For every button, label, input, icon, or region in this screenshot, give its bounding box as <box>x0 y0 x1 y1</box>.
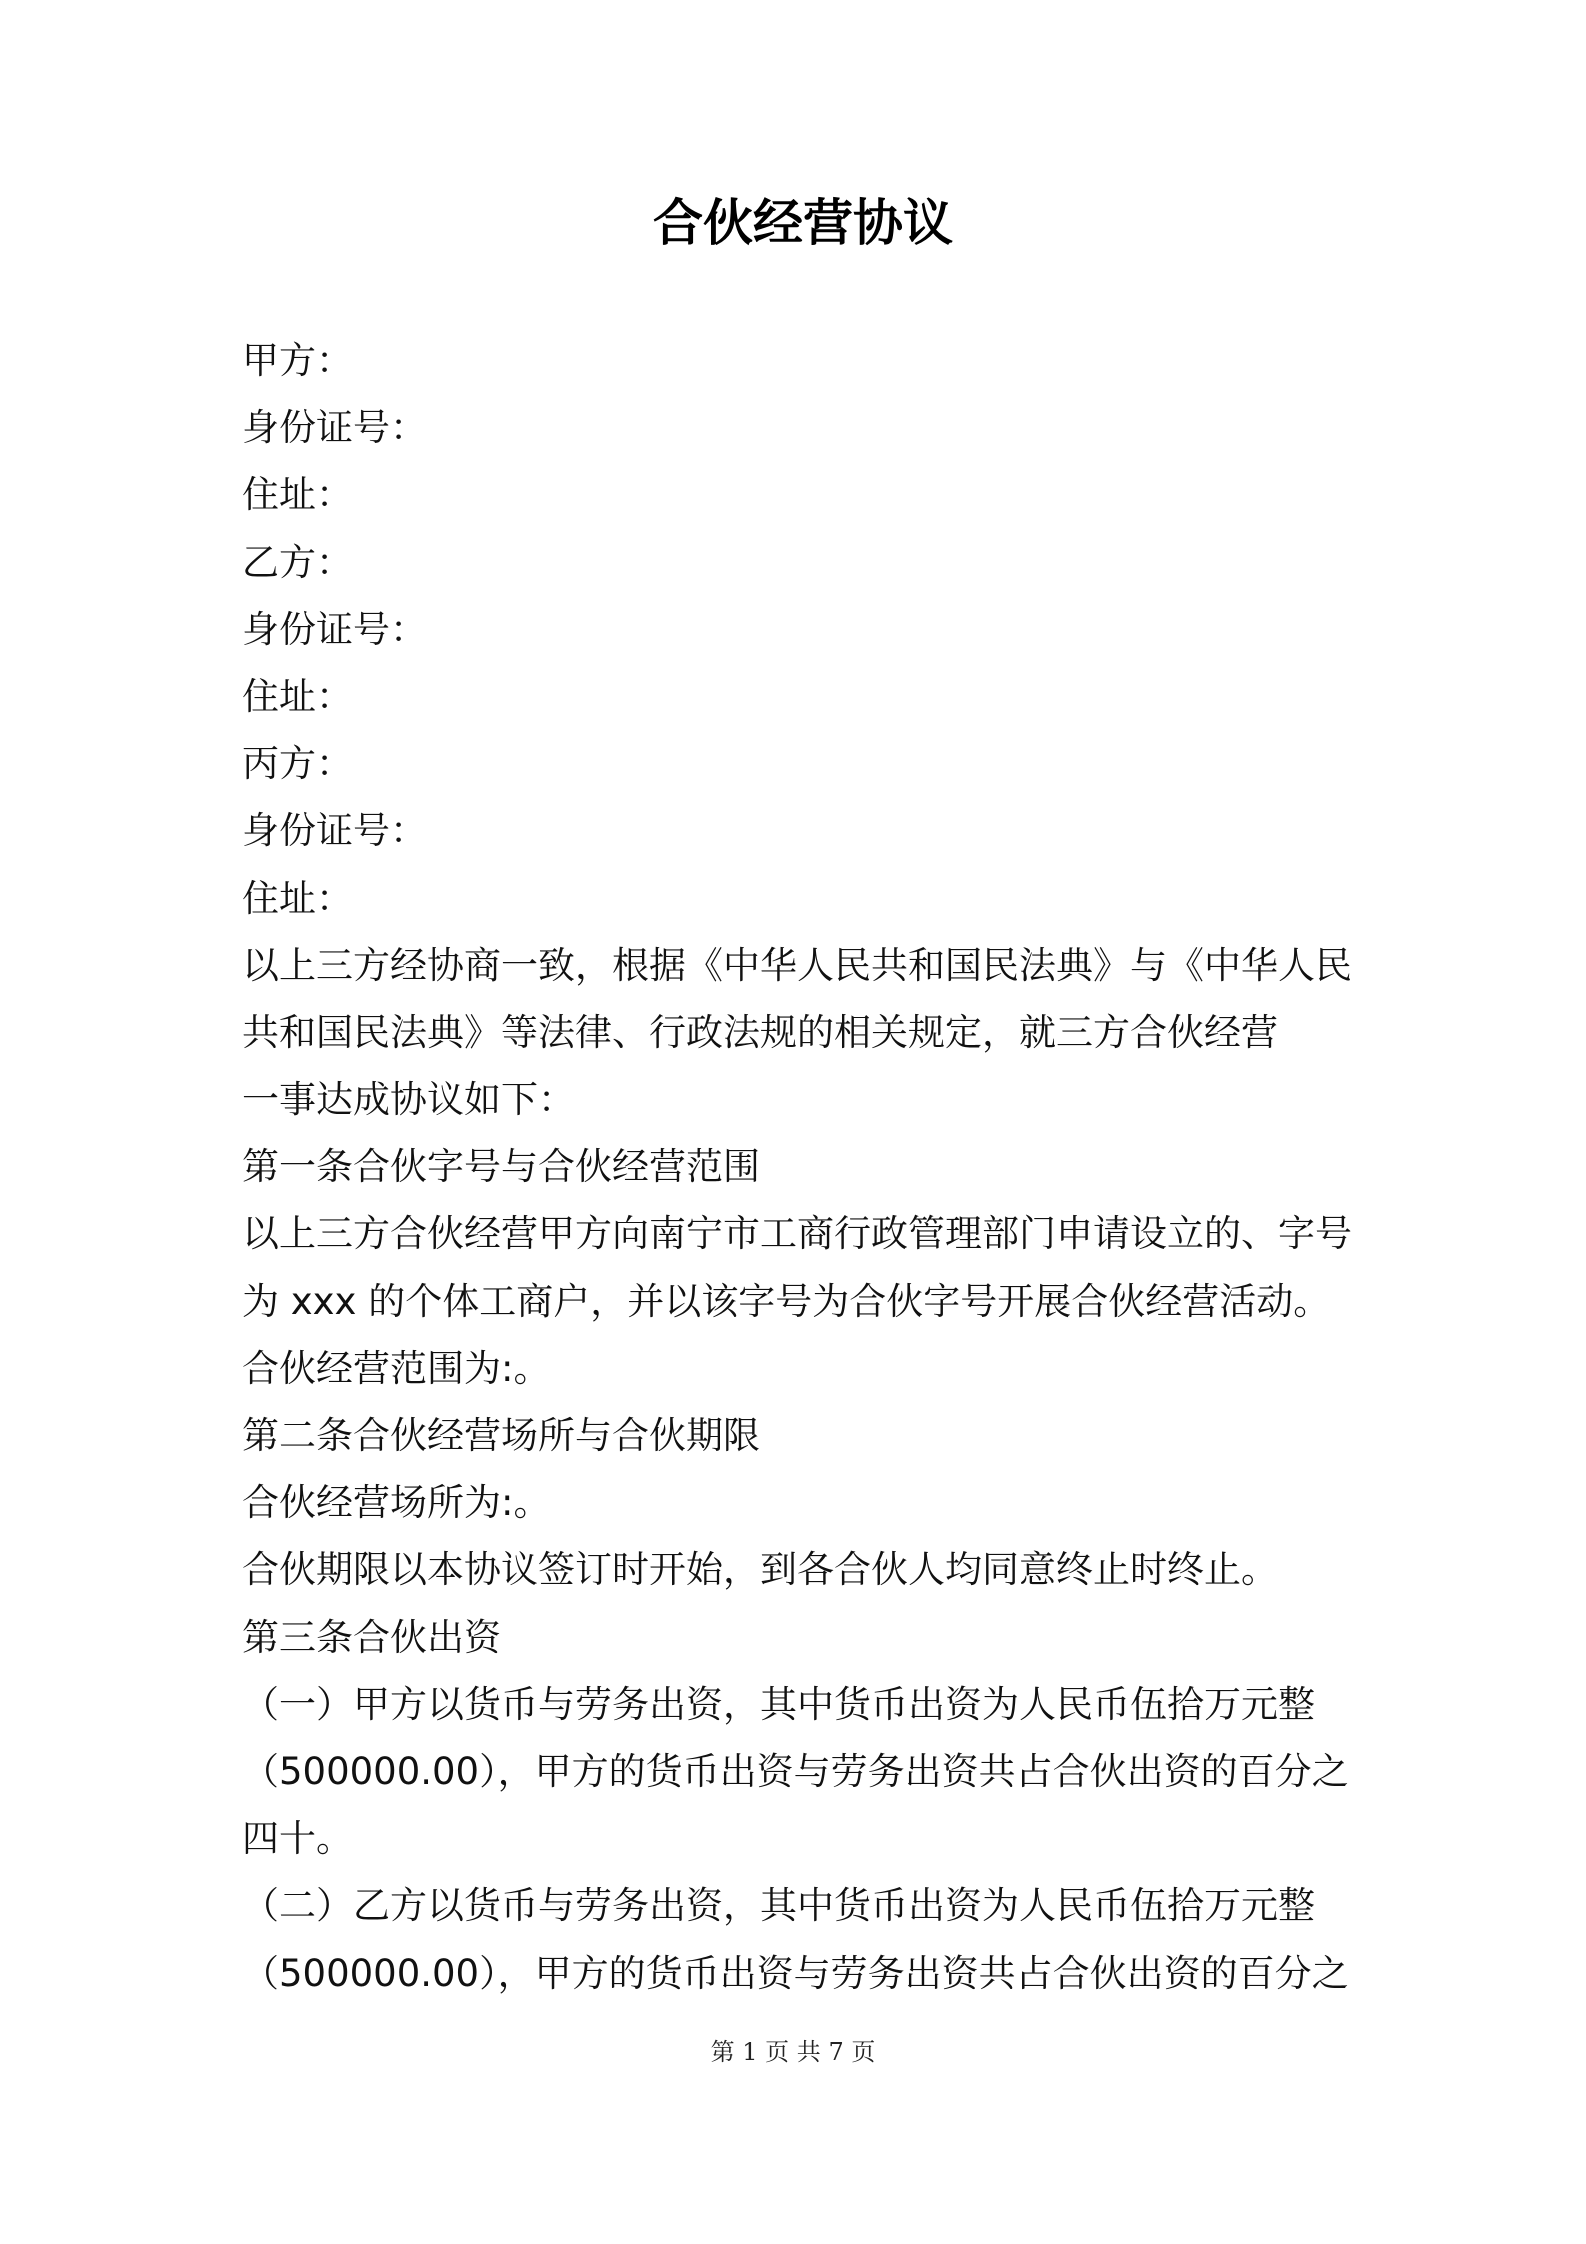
page-footer: 第 1 页 共 7 页 <box>710 2038 876 2066</box>
article-line: （500000.00），甲方的货币出资与劳务出资共占合伙出资的百分之 <box>242 1951 1349 1995</box>
party-a-label: 甲方： <box>242 339 353 382</box>
parties-section <box>242 327 1402 932</box>
article-2 <box>242 1402 1402 1604</box>
preamble-line: 共和国民法典》等法律、行政法规的相关规定，就三方合伙经营 <box>242 1010 1278 1054</box>
party-a-address-label: 住址： <box>242 473 353 517</box>
article-heading: 第一条合伙字号与合伙经营范围 <box>242 1145 760 1189</box>
party-c-id-label: 身份证号： <box>242 809 427 853</box>
article-line: 合伙期限以本协议签订时开始，到各合伙人均同意终止时终止。 <box>242 1548 1278 1592</box>
party-b-id-label: 身份证号： <box>242 607 427 651</box>
party-c-address-label: 住址： <box>242 876 353 920</box>
article-line: （500000.00），甲方的货币出资与劳务出资共占合伙出资的百分之 <box>242 1749 1349 1793</box>
article-heading: 第三条合伙出资 <box>242 1615 501 1659</box>
document-body <box>242 327 1402 2007</box>
article-line: 以上三方合伙经营甲方向南宁市工商行政管理部门申请设立的、字号 <box>242 1212 1352 1256</box>
article-line: 为 xxx 的个体工商户，并以该字号为合伙字号开展合伙经营活动。 <box>242 1279 1331 1323</box>
preamble-line: 一事达成协议如下： <box>242 1078 575 1122</box>
article-line: （二）乙方以货币与劳务出资，其中货币出资为人民币伍拾万元整 <box>242 1884 1315 1928</box>
article-3 <box>242 1604 1402 2007</box>
party-b-label: 乙方： <box>242 540 353 584</box>
preamble-section <box>242 932 1402 1134</box>
article-line: （一）甲方以货币与劳务出资，其中货币出资为人民币伍拾万元整 <box>242 1682 1315 1726</box>
party-b-address-label: 住址： <box>242 674 353 718</box>
party-c-label: 丙方： <box>242 742 353 786</box>
article-1 <box>242 1133 1402 1402</box>
article-line: 合伙经营范围为:。 <box>242 1346 551 1390</box>
article-line: 合伙经营场所为:。 <box>242 1481 551 1525</box>
party-a-id-label: 身份证号： <box>242 406 427 450</box>
document-title: 合伙经营协议 <box>653 194 953 252</box>
article-line: 四十。 <box>242 1817 353 1861</box>
preamble-line: 以上三方经协商一致，根据《中华人民共和国民法典》与《中华人民 <box>242 943 1352 987</box>
article-heading: 第二条合伙经营场所与合伙期限 <box>242 1414 760 1457</box>
